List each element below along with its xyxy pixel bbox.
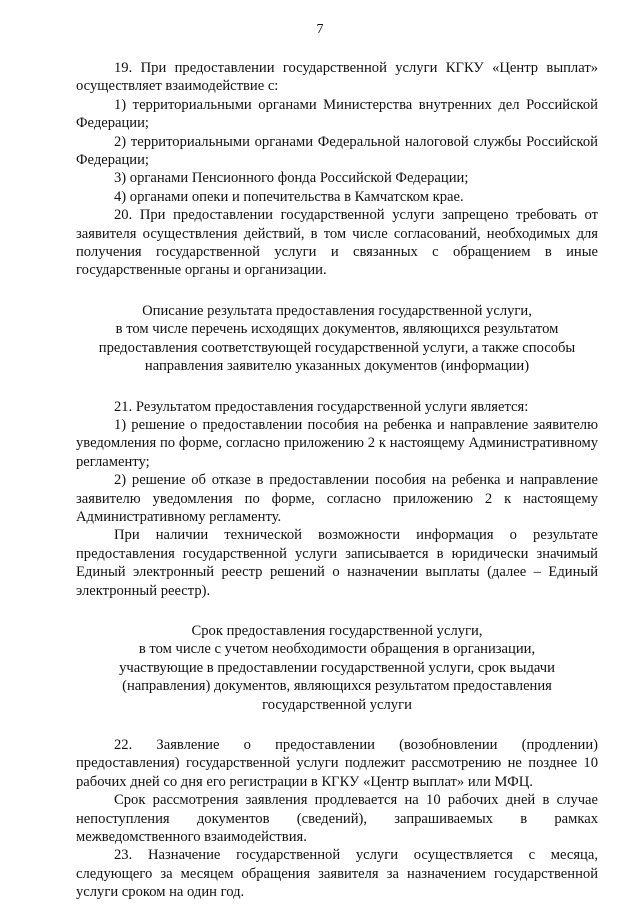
paragraph-22: 22. Заявление о предоставлении (возобновлении (продлении) предоставления) государственной услуги подлежит рассмотрению не позднее 10 рабочих дней со дня его регистрации в КГКУ «Центр выплат» или МФЦ. xyxy=(76,737,598,790)
heading-line: Описание результата предоставления государственной услуги, xyxy=(142,302,532,319)
heading-line: участвующие в предоставлении государственной услуги, срок выдачи xyxy=(119,659,555,676)
page-number: 7 xyxy=(316,22,324,37)
section-heading-result xyxy=(76,302,598,376)
heading-line: в том числе с учетом необходимости обращения в организации, xyxy=(138,641,536,658)
heading-line: направления заявителю указанных документов (информации) xyxy=(144,358,530,375)
document-body xyxy=(76,59,598,902)
heading-line: государственной услуги xyxy=(262,696,412,713)
list-item-1: 1) территориальными органами Министерства внутренних дел Российской Федерации; xyxy=(76,96,598,132)
paragraph-21: 21. Результатом предоставления государственной услуги является: xyxy=(114,398,529,415)
list-item-2: 2) решение об отказе в предоставлении пособия на ребенка и направление заявителю уведомления по форме, согласно приложению 2 к настоящему Административному регламенту. xyxy=(76,472,598,525)
heading-line: (направления) документов, являющихся результатом предоставления xyxy=(122,678,552,695)
paragraph-extension: Срок рассмотрения заявления продлевается на 10 рабочих дней в случае непоступления документов (сведений), запрашиваемых в рамках межведомственного взаимодействия. xyxy=(76,792,598,846)
heading-line: в том числе перечень исходящих документов, являющихся результатом xyxy=(115,321,559,338)
paragraph-23: 23. Назначение государственной услуги осуществляется с месяца, следующего за месяцем обращения заявителя за назначением государственной услуги сроком на один год. xyxy=(76,847,598,901)
paragraph-19: 19. При предоставлении государственной услуги КГКУ «Центр выплат» осуществляет взаимодействие с: xyxy=(76,60,598,95)
list-item-1: 1) решение о предоставлении пособия на ребенка и направление заявителю уведомления по форме, согласно приложению 2 к настоящему Административному регламенту; xyxy=(76,416,598,470)
heading-line: предоставления соответствующей государственной услуги, а также способы xyxy=(98,339,576,356)
list-item-3: 3) органами Пенсионного фонда Российской Федерации; xyxy=(114,170,469,187)
section-heading-term xyxy=(76,622,598,714)
paragraph-technical: При наличии технической возможности информация о результате предоставления государственной услуги записывается в юридически значимый Единый электронный реестр решений о назначении выплаты (далее – Единый электронный реестр). xyxy=(76,527,598,599)
paragraph-20: 20. При предоставлении государственной услуги запрещено требовать от заявителя осуществления действий, в том числе согласований, необходимых для получения государственной услуги и связанных с обращением в иные государственные органы и организации. xyxy=(76,207,598,279)
heading-line: Срок предоставления государственной услуги, xyxy=(191,622,483,639)
list-item-2: 2) территориальными органами Федеральной налоговой службы Российской Федерации; xyxy=(76,133,598,169)
list-item-4: 4) органами опеки и попечительства в Камчатском крае. xyxy=(114,188,464,205)
